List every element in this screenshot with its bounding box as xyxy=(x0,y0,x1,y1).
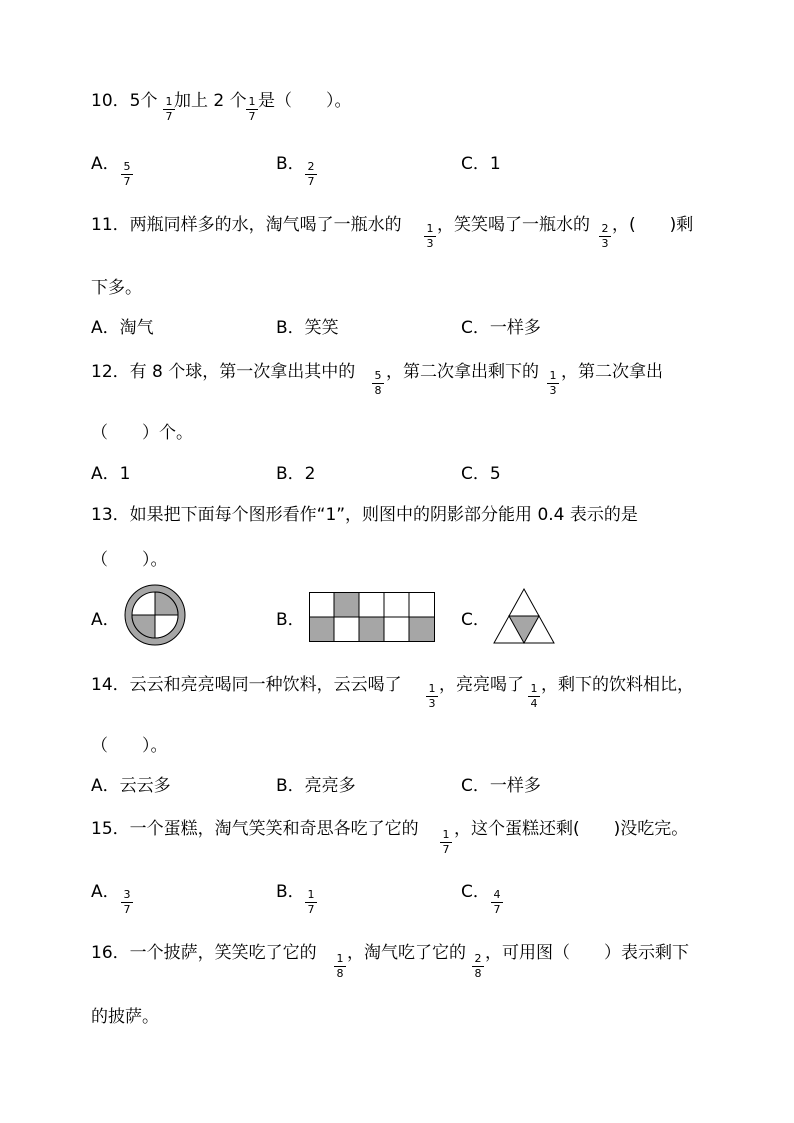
fraction: 1 7 xyxy=(439,829,453,856)
grid-rectangle-figure xyxy=(309,592,435,642)
q14-option-c[interactable]: C．一样多 xyxy=(461,776,541,796)
q11-stem-b: ，笑笑喝了一瓶水的 xyxy=(437,215,590,235)
q14-stem-c: ，剩下的饮料相比， xyxy=(541,675,694,695)
q12-stem-a: 12．有 8 个球，第一次拿出其中的 xyxy=(91,362,356,382)
fraction: 2 3 xyxy=(598,223,612,250)
q11-stem-c: ，( )剩 xyxy=(612,215,694,235)
q16-stem-c: ，可用图（ ）表示剩下 xyxy=(485,943,689,963)
q11-option-c[interactable]: C．一样多 xyxy=(461,318,541,338)
fraction: 1 3 xyxy=(425,683,439,710)
fraction: 5 8 xyxy=(371,370,385,397)
q15-option-c[interactable]: C． xyxy=(461,882,490,902)
q15-stem-a: 15．一个蛋糕，淘气笑笑和奇思各吃了它的 xyxy=(91,819,419,839)
q12-option-c[interactable]: C．5 xyxy=(461,464,501,484)
fraction: 2 7 xyxy=(304,161,318,188)
q12-stem-b: ，第二次拿出剩下的 xyxy=(386,362,539,382)
q13-option-a[interactable]: A． xyxy=(91,610,120,630)
q14-option-a[interactable]: A．云云多 xyxy=(91,776,171,796)
q16-stem-line2: 的披萨。 xyxy=(91,1007,159,1027)
fraction: 1 7 xyxy=(162,96,176,123)
q11-option-a[interactable]: A．淘气 xyxy=(91,318,154,338)
q10-stem-end: 是（ ）。 xyxy=(258,91,352,111)
q15-option-b[interactable]: B． xyxy=(276,882,305,902)
q13-stem-line2: （ ）。 xyxy=(91,550,168,570)
q11-stem-line2: 下多。 xyxy=(91,278,142,298)
q15-stem-b: ，这个蛋糕还剩( )没吃完。 xyxy=(454,819,689,839)
q12-stem-line2: （ ）个。 xyxy=(91,423,193,443)
q10-stem-mid: 加上 2 个 xyxy=(174,91,247,111)
fraction: 1 8 xyxy=(333,953,347,980)
triangle-figure xyxy=(493,588,555,644)
q13-stem: 13．如果把下面每个图形看作“1”，则图中的阴影部分能用 0.4 表示的是 xyxy=(91,505,638,525)
q10-option-b[interactable]: B． xyxy=(276,154,305,174)
q12-stem-c: ，第二次拿出 xyxy=(561,362,663,382)
fraction: 3 7 xyxy=(120,889,134,916)
q14-option-b[interactable]: B．亮亮多 xyxy=(276,776,356,796)
q16-stem-b: ，淘气吃了它的 xyxy=(347,943,466,963)
q10-option-c[interactable]: C．1 xyxy=(461,154,501,174)
q14-stem-line2: （ ）。 xyxy=(91,736,168,756)
ring-circle-figure xyxy=(124,584,186,646)
q11-option-b[interactable]: B．笑笑 xyxy=(276,318,339,338)
q10-stem-start: 10．5个 xyxy=(91,91,158,111)
fraction: 1 7 xyxy=(304,889,318,916)
q16-stem-a: 16．一个披萨，笑笑吃了它的 xyxy=(91,943,317,963)
q14-stem-b: ，亮亮喝了 xyxy=(439,675,524,695)
fraction: 1 7 xyxy=(245,96,259,123)
q13-option-b[interactable]: B． xyxy=(276,610,305,630)
fraction: 1 3 xyxy=(546,370,560,397)
fraction: 4 7 xyxy=(490,889,504,916)
q13-option-c[interactable]: C． xyxy=(461,610,490,630)
q14-stem-a: 14．云云和亮亮喝同一种饮料，云云喝了 xyxy=(91,675,402,695)
fraction: 1 4 xyxy=(527,683,541,710)
q10-option-a[interactable]: A． xyxy=(91,154,120,174)
q15-option-a[interactable]: A． xyxy=(91,882,120,902)
q12-option-b[interactable]: B．2 xyxy=(276,464,316,484)
q11-stem-a: 11．两瓶同样多的水，淘气喝了一瓶水的 xyxy=(91,215,402,235)
fraction: 1 3 xyxy=(423,223,437,250)
fraction: 5 7 xyxy=(120,161,134,188)
q12-option-a[interactable]: A．1 xyxy=(91,464,131,484)
fraction: 2 8 xyxy=(471,953,485,980)
